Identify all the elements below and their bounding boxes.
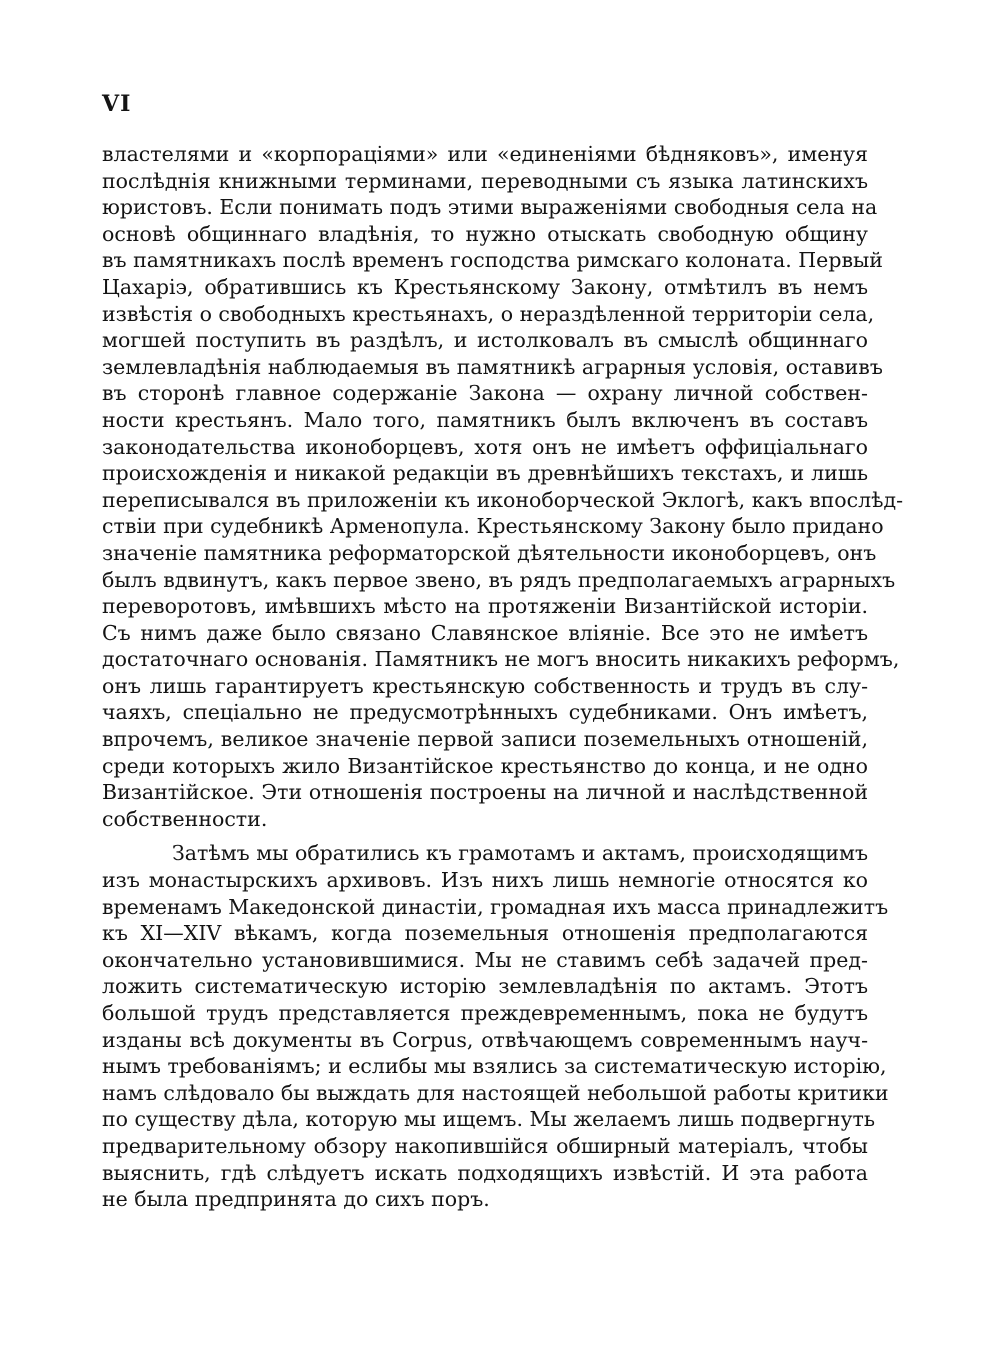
text-line: онъ лишь гарантируетъ крестьянскую собственность и трудъ въ слу- (102, 673, 868, 698)
text-line: собственности. (102, 806, 268, 831)
text-line: временамъ Македонской династіи, громадная ихъ масса принадлежитъ (102, 894, 889, 919)
body-text (102, 141, 904, 1213)
text-line: въ сторонѣ главное содержаніе Закона — охрану личной собствен- (102, 381, 868, 406)
text-line: среди которыхъ жило Византійское крестьянство до конца, и не одно (102, 753, 868, 778)
text-line: предварительному обзору накопившійся обширный матеріалъ, чтобы (102, 1133, 868, 1158)
text-line: намъ слѣдовало бы выждать для настоящей небольшой работы критики (102, 1080, 889, 1105)
paragraph-gap (102, 832, 868, 840)
text-line: въ памятникахъ послѣ временъ господства римскаго колоната. Первый (102, 248, 883, 273)
text-line: основѣ общиннаго владѣнія, то нужно отыскать свободную общину (102, 221, 868, 246)
text-line: Цахаріэ, обратившись къ Крестьянскому Закону, отмѣтилъ въ немъ (102, 274, 868, 299)
text-line: былъ вдвинутъ, какъ первое звено, въ рядъ предполагаемыхъ аграрныхъ (102, 567, 896, 592)
text-line: нымъ требованіямъ; и еслибы мы взялись за систематическую исторію, (102, 1054, 887, 1079)
page-number: VI (102, 91, 132, 117)
text-line: по существу дѣла, которую мы ищемъ. Мы желаемъ лишь подвергнуть (102, 1107, 876, 1132)
text-line: Византійское. Эти отношенія построены на личной и наслѣдственной (102, 780, 868, 805)
text-line: окончательно установившимися. Мы не ставимъ себѣ задачей пред- (102, 947, 868, 972)
text-line: властелями и «корпораціями» или «единеніями бѣдняковъ», именуя (102, 142, 868, 166)
text-line: юристовъ. Если понимать подъ этими выраженіями свободныя села на (102, 195, 878, 220)
text-line: чаяхъ, спеціально не предусмотрѣнныхъ судебниками. Онъ имѣетъ, (102, 700, 868, 725)
text-line: изъ монастырскихъ архивовъ. Изъ нихъ лишь немногіе относятся ко (102, 868, 868, 893)
text-line: изданы всѣ документы въ Corpus, отвѣчающемъ современнымъ науч- (102, 1027, 868, 1052)
text-line: ствіи при судебникѣ Арменопула. Крестьянскому Закону было придано (102, 514, 884, 539)
text-line: переворотовъ, имѣвшихъ мѣсто на протяженіи Византійской исторіи. (102, 594, 868, 619)
text-line: къ XI—XIV вѣкамъ, когда поземельныя отношенія предполагаются (102, 921, 868, 946)
text-line: выяснить, гдѣ слѣдуетъ искать подходящихъ извѣстій. И эта работа (102, 1160, 868, 1185)
text-line: ности крестьянъ. Мало того, памятникъ былъ включенъ въ составъ (102, 407, 868, 432)
text-line: послѣднія книжными терминами, переводными съ языка латинскихъ (102, 168, 868, 193)
text-line: большой трудъ представляется преждевременнымъ, пока не будутъ (102, 1001, 868, 1025)
text-line: происхожденія и никакой редакціи въ древнѣйшихъ текстахъ, и лишь (102, 461, 868, 486)
text-line: значеніе памятника реформаторской дѣятельности иконоборцевъ, онъ (102, 540, 877, 565)
text-line: извѣстія о свободныхъ крестьянахъ, о нераздѣленной территоріи села, (102, 301, 875, 326)
paragraph (102, 840, 889, 1212)
text-line: Съ нимъ даже было связано Славянское вліяніе. Все это не имѣетъ (102, 620, 868, 645)
text-line: Затѣмъ мы обратились къ грамотамъ и актамъ, происходящимъ (172, 841, 868, 866)
text-line: достаточнаго основанія. Памятникъ не могъ вносить никакихъ реформъ, (102, 647, 900, 672)
text-line: ложить систематическую исторію землевладѣнія по актамъ. Этотъ (102, 974, 868, 999)
text-line: могшей поступить въ раздѣлъ, и истолковалъ въ смыслѣ общиннаго (102, 328, 868, 353)
text-line: законодательства иконоборцевъ, хотя онъ не имѣетъ оффиціальнаго (102, 434, 868, 459)
text-line: впрочемъ, великое значеніе первой записи поземельныхъ отношеній, (102, 727, 868, 752)
text-line: переписывался въ приложеніи къ иконоборческой Эклогѣ, какъ впослѣд- (102, 487, 904, 512)
text-line: землевладѣнія наблюдаемыя въ памятникѣ аграрныя условія, оставивъ (102, 354, 883, 379)
text-line: не была предпринята до сихъ поръ. (102, 1187, 490, 1212)
paragraph (102, 141, 904, 832)
